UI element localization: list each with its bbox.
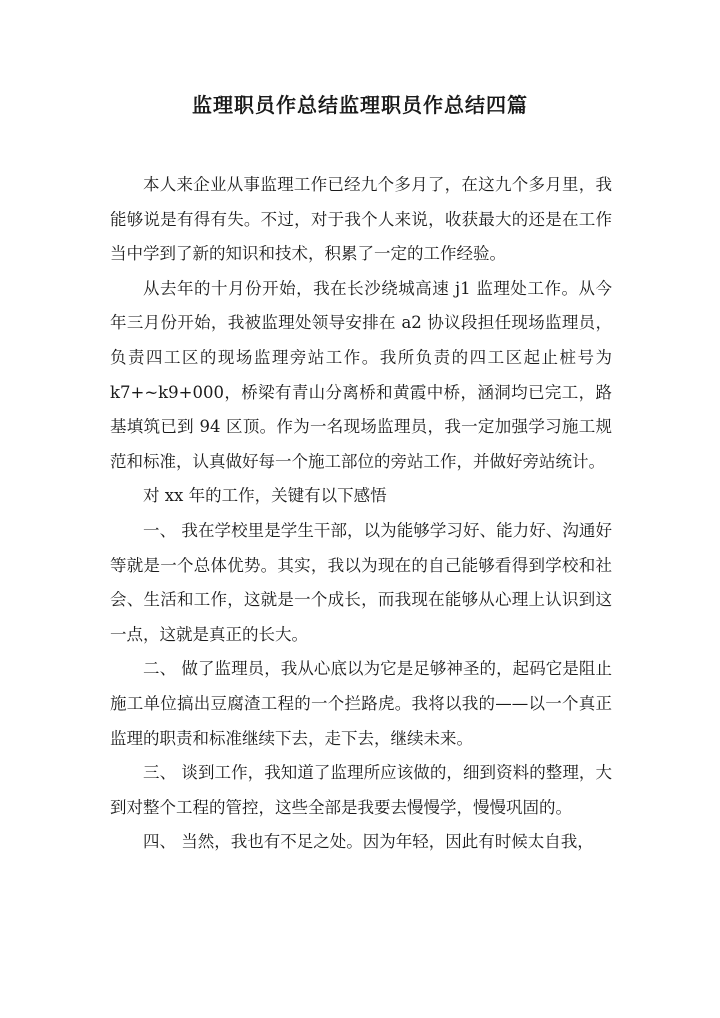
paragraph-work-history: 从去年的十月份开始，我在长沙绕城高速 j1 监理处工作。从今年三月份开始，我被监理处领导安排在 a2 协议段担任现场监理员，负责四工区的现场监理旁站工作。我所负责的四工区起止桩号为 k7+~k9+000，桥梁有青山分离桥和黄霞中桥，涵洞均已完工，路基填筑已到 94 区顶。作为一名现场监理员，我一定加强学习施工规范和标准，认真做好每一个施工部位的旁站工作，并做好旁站统计。 [110, 278, 612, 471]
document-body [110, 168, 612, 860]
paragraph-point-two: 二、 做了监理员，我从心底以为它是足够神圣的，起码它是阻止施工单位搞出豆腐渣工程的一个拦路虎。我将以我的——以一个真正监理的职责和标准继续下去，走下去，继续未来。 [110, 659, 612, 748]
paragraph-intro: 本人来企业从事监理工作已经九个多月了，在这九个多月里，我能够说是有得有失。不过，对于我个人来说，收获最大的还是在工作当中学到了新的知识和技术，积累了一定的工作经验。 [110, 175, 612, 264]
paragraph-reflection-heading: 对 xx 年的工作，关键有以下感悟 [143, 486, 387, 506]
paragraph-point-one: 一、 我在学校里是学生干部，以为能够学习好、能力好、沟通好等就是一个总体优势。其实，我以为现在的自己能够看得到学校和社会、生活和工作，这就是一个成长，而我现在能够从心理上认识到这一点，这就是真正的长大。 [110, 520, 612, 644]
paragraph-point-four: 四、 当然，我也有不足之处。因为年轻，因此有时候太自我， [143, 832, 594, 852]
paragraph-point-three: 三、 谈到工作，我知道了监理所应该做的，细到资料的整理，大到对整个工程的管控，这些全部是我要去慢慢学，慢慢巩固的。 [110, 763, 612, 817]
document-title: 监理职员作总结监理职员作总结四篇 [192, 93, 528, 117]
